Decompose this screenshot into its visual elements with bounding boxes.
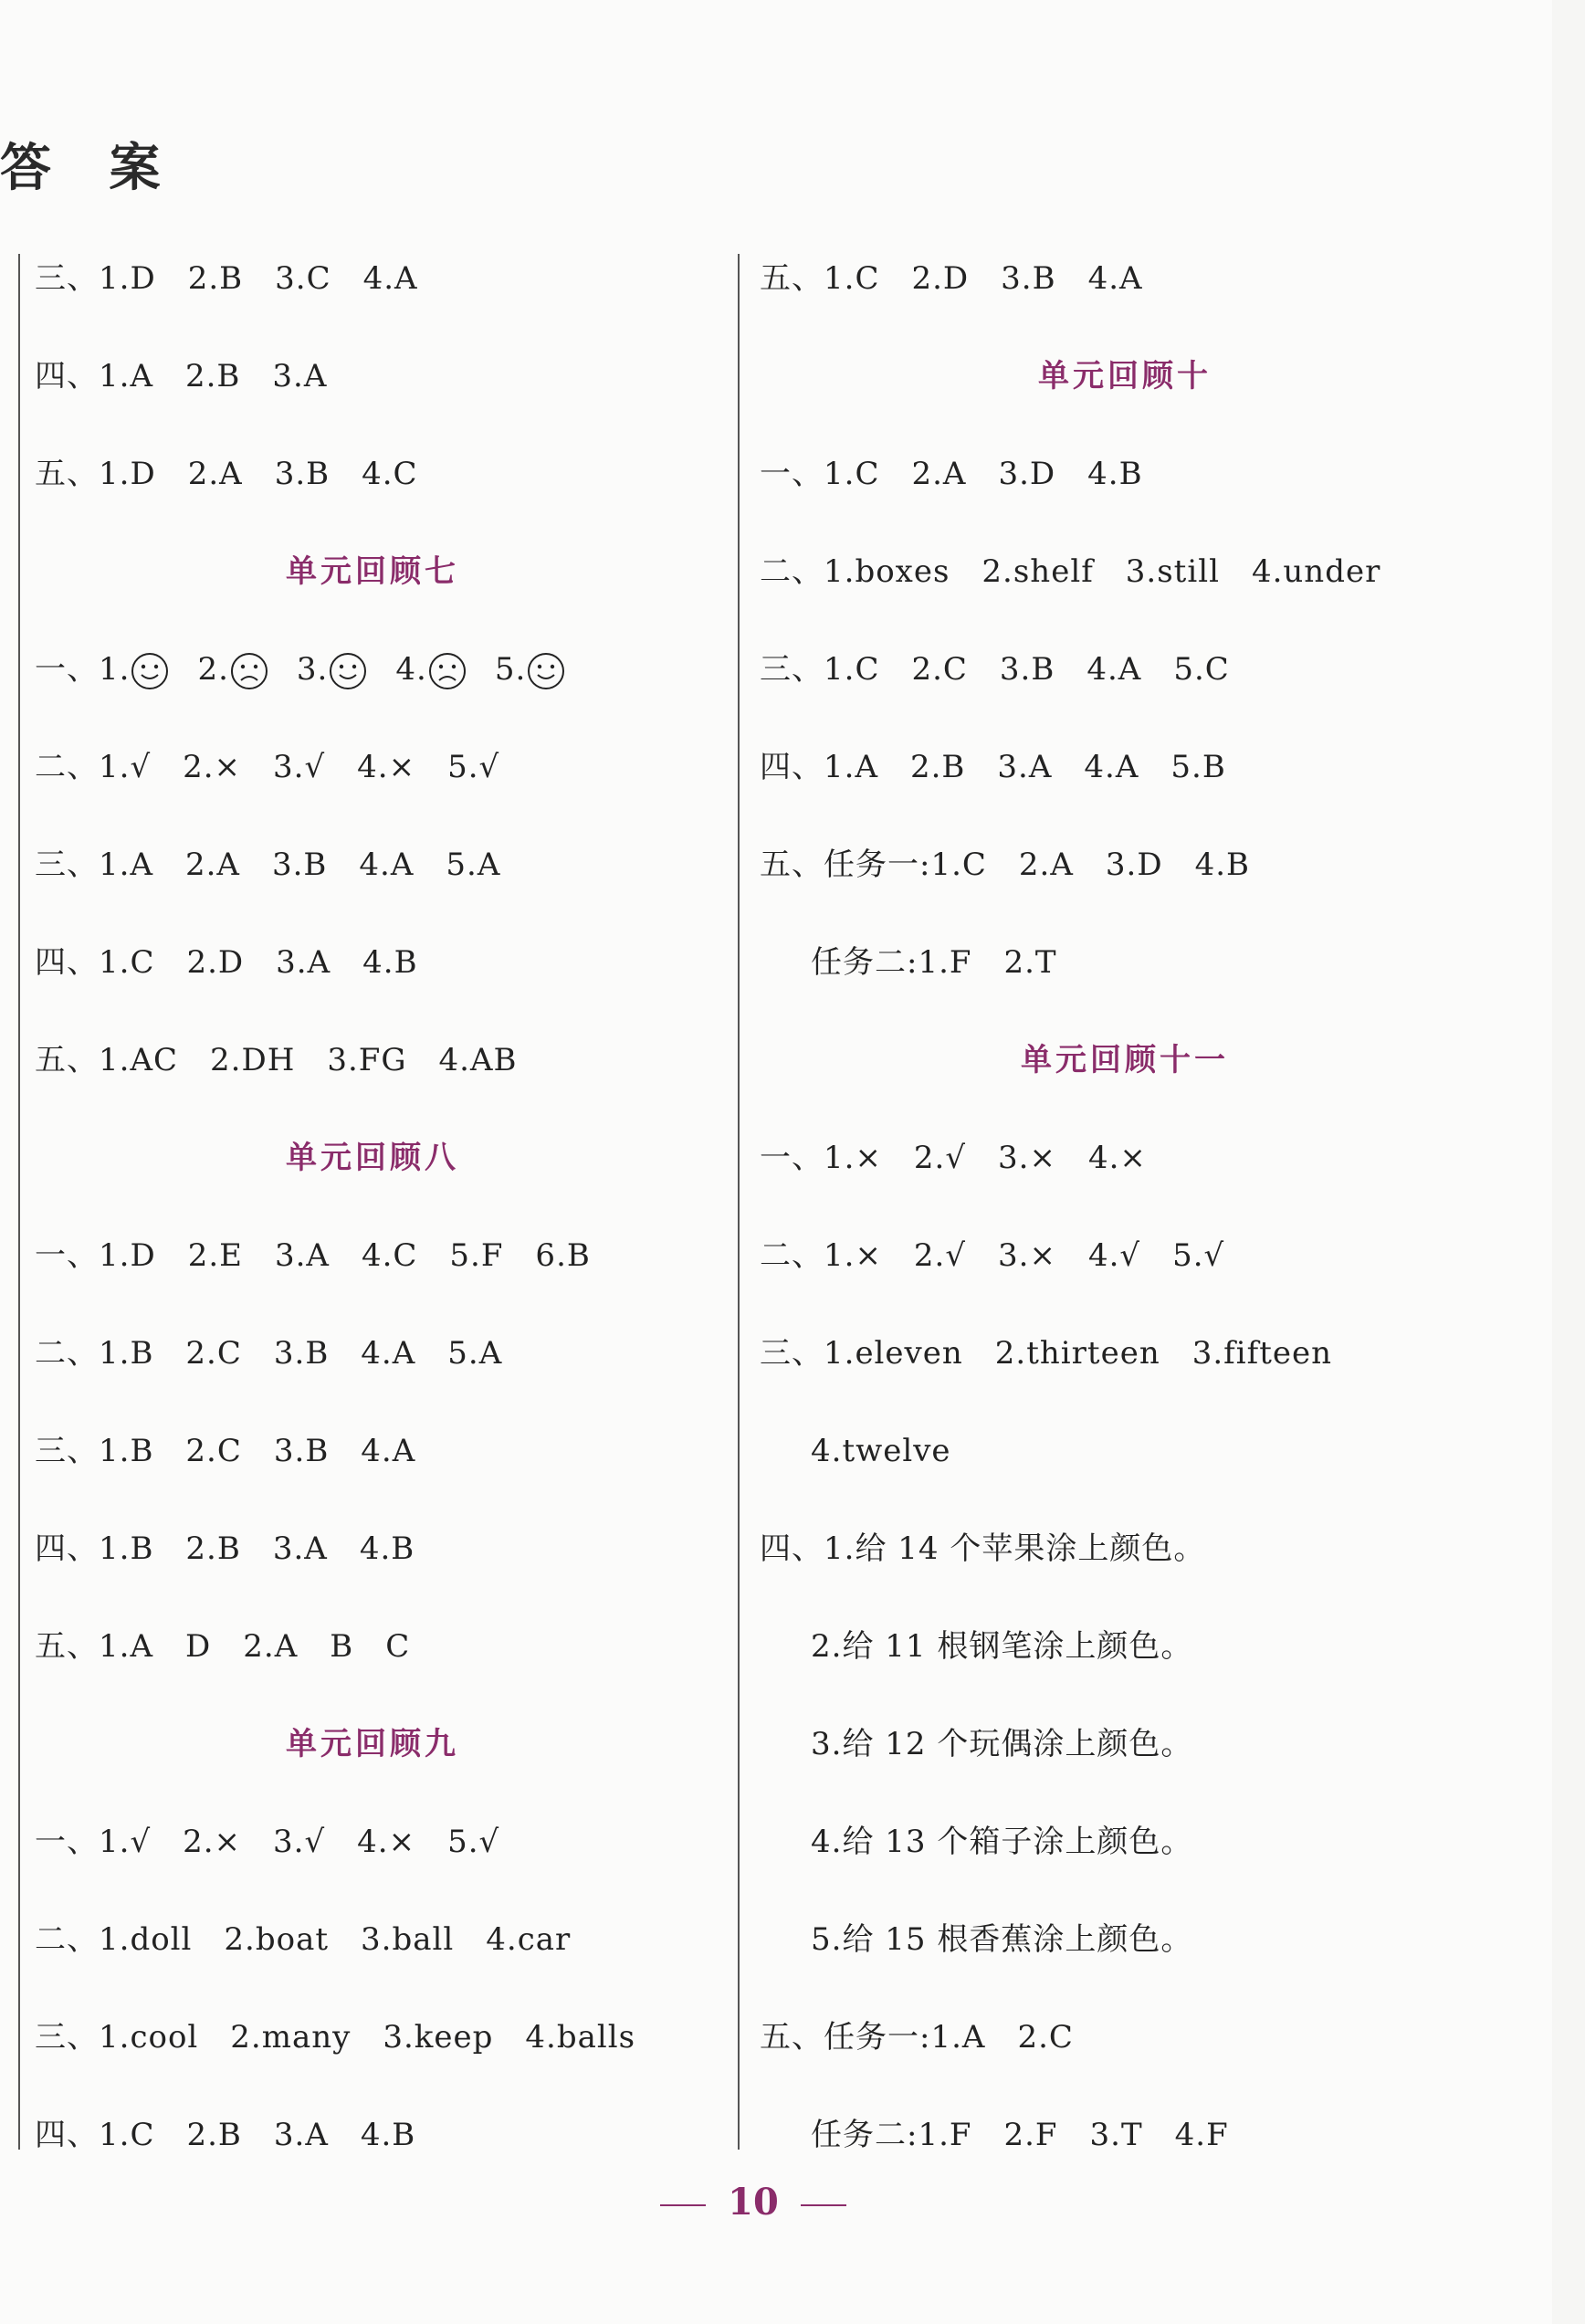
answer-line: 二、1.× 2.√ 3.× 4.√ 5.√ (760, 1237, 1225, 1274)
section-heading: 单元回顾九 (286, 1726, 459, 1762)
answer-line: 五、1.C 2.D 3.B 4.A (760, 260, 1143, 297)
section-heading: 单元回顾七 (286, 553, 459, 590)
answer-number: 1. (99, 651, 131, 688)
answer-line: 二、1.doll 2.boat 3.ball 4.car (35, 1921, 572, 1958)
answer-number: 2. (197, 651, 229, 688)
answer-number: 4. (395, 651, 427, 688)
dash-left (660, 2204, 706, 2206)
column-divider (738, 254, 740, 2150)
answer-line: 二、1.B 2.C 3.B 4.A 5.A (35, 1335, 503, 1372)
answer-line: 3.给 12 个玩偶涂上颜色。 (811, 1726, 1193, 1762)
answer-line: 四、1.C 2.D 3.A 4.B (35, 944, 418, 981)
section-heading: 单元回顾十一 (1021, 1042, 1229, 1078)
answer-line: 三、1.D 2.B 3.C 4.A (35, 260, 418, 297)
answer-line: 五、任务一:1.C 2.A 3.D 4.B (760, 847, 1251, 883)
smiley-face-icon (328, 651, 368, 691)
answer-line (35, 630, 710, 728)
left-column (35, 239, 710, 2193)
answer-line: 五、1.AC 2.DH 3.FG 4.AB (35, 1042, 518, 1078)
section-heading: 单元回顾十 (1038, 358, 1212, 394)
smiley-face-icon (526, 651, 566, 691)
answer-number: 5. (494, 651, 527, 688)
page-number-text: 10 (728, 2181, 779, 2224)
left-rule (18, 254, 20, 2150)
right-column (760, 239, 1490, 2193)
answer-line: 二、1.boxes 2.shelf 3.still 4.under (760, 553, 1381, 590)
page-title: 答 案 (0, 139, 181, 198)
answer-line: 4.给 13 个箱子涂上颜色。 (811, 1824, 1193, 1860)
answer-line: 四、1.B 2.B 3.A 4.B (35, 1530, 415, 1567)
answer-line: 四、1.C 2.B 3.A 4.B (35, 2117, 416, 2153)
sad-face-icon (229, 651, 269, 691)
answer-number: 3. (296, 651, 329, 688)
answer-line: 一、1.C 2.A 3.D 4.B (760, 456, 1143, 492)
answer-line: 一、1.√ 2.× 3.√ 4.× 5.√ (35, 1824, 500, 1860)
smiley-face-icon (130, 651, 170, 691)
sad-face-icon (427, 651, 467, 691)
answer-line: 五、任务一:1.A 2.C (760, 2019, 1074, 2056)
answer-line: 四、1.给 14 个苹果涂上颜色。 (760, 1530, 1206, 1567)
answer-line: 三、1.C 2.C 3.B 4.A 5.C (760, 651, 1230, 688)
answer-line: 四、1.A 2.B 3.A (35, 358, 328, 394)
answer-line: 2.给 11 根钢笔涂上颜色。 (811, 1628, 1193, 1665)
answer-line: 三、1.eleven 2.thirteen 3.fifteen (760, 1335, 1332, 1372)
answer-line: 一、1.D 2.E 3.A 4.C 5.F 6.B (35, 1237, 591, 1274)
answer-line: 5.给 15 根香蕉涂上颜色。 (811, 1921, 1193, 1958)
answer-line: 四、1.A 2.B 3.A 4.A 5.B (760, 749, 1226, 785)
answer-line: 三、1.B 2.C 3.B 4.A (35, 1433, 416, 1469)
answer-line: 4.twelve (811, 1433, 951, 1469)
answer-line: 三、1.cool 2.many 3.keep 4.balls (35, 2019, 636, 2056)
answer-line: 五、1.A D 2.A B C (35, 1628, 411, 1665)
section-heading: 单元回顾八 (286, 1140, 459, 1176)
answer-line: 五、1.D 2.A 3.B 4.C (35, 456, 418, 492)
page-number (0, 2181, 1506, 2224)
answer-line: 任务二:1.F 2.F 3.T 4.F (811, 2117, 1229, 2153)
answer-line: 一、1.× 2.√ 3.× 4.× (760, 1140, 1147, 1176)
answer-prefix: 一、 (35, 651, 99, 688)
dash-right (801, 2204, 846, 2206)
answer-line: 二、1.√ 2.× 3.√ 4.× 5.√ (35, 749, 500, 785)
answer-line: 任务二:1.F 2.T (811, 944, 1057, 981)
answer-line: 三、1.A 2.A 3.B 4.A 5.A (35, 847, 501, 883)
